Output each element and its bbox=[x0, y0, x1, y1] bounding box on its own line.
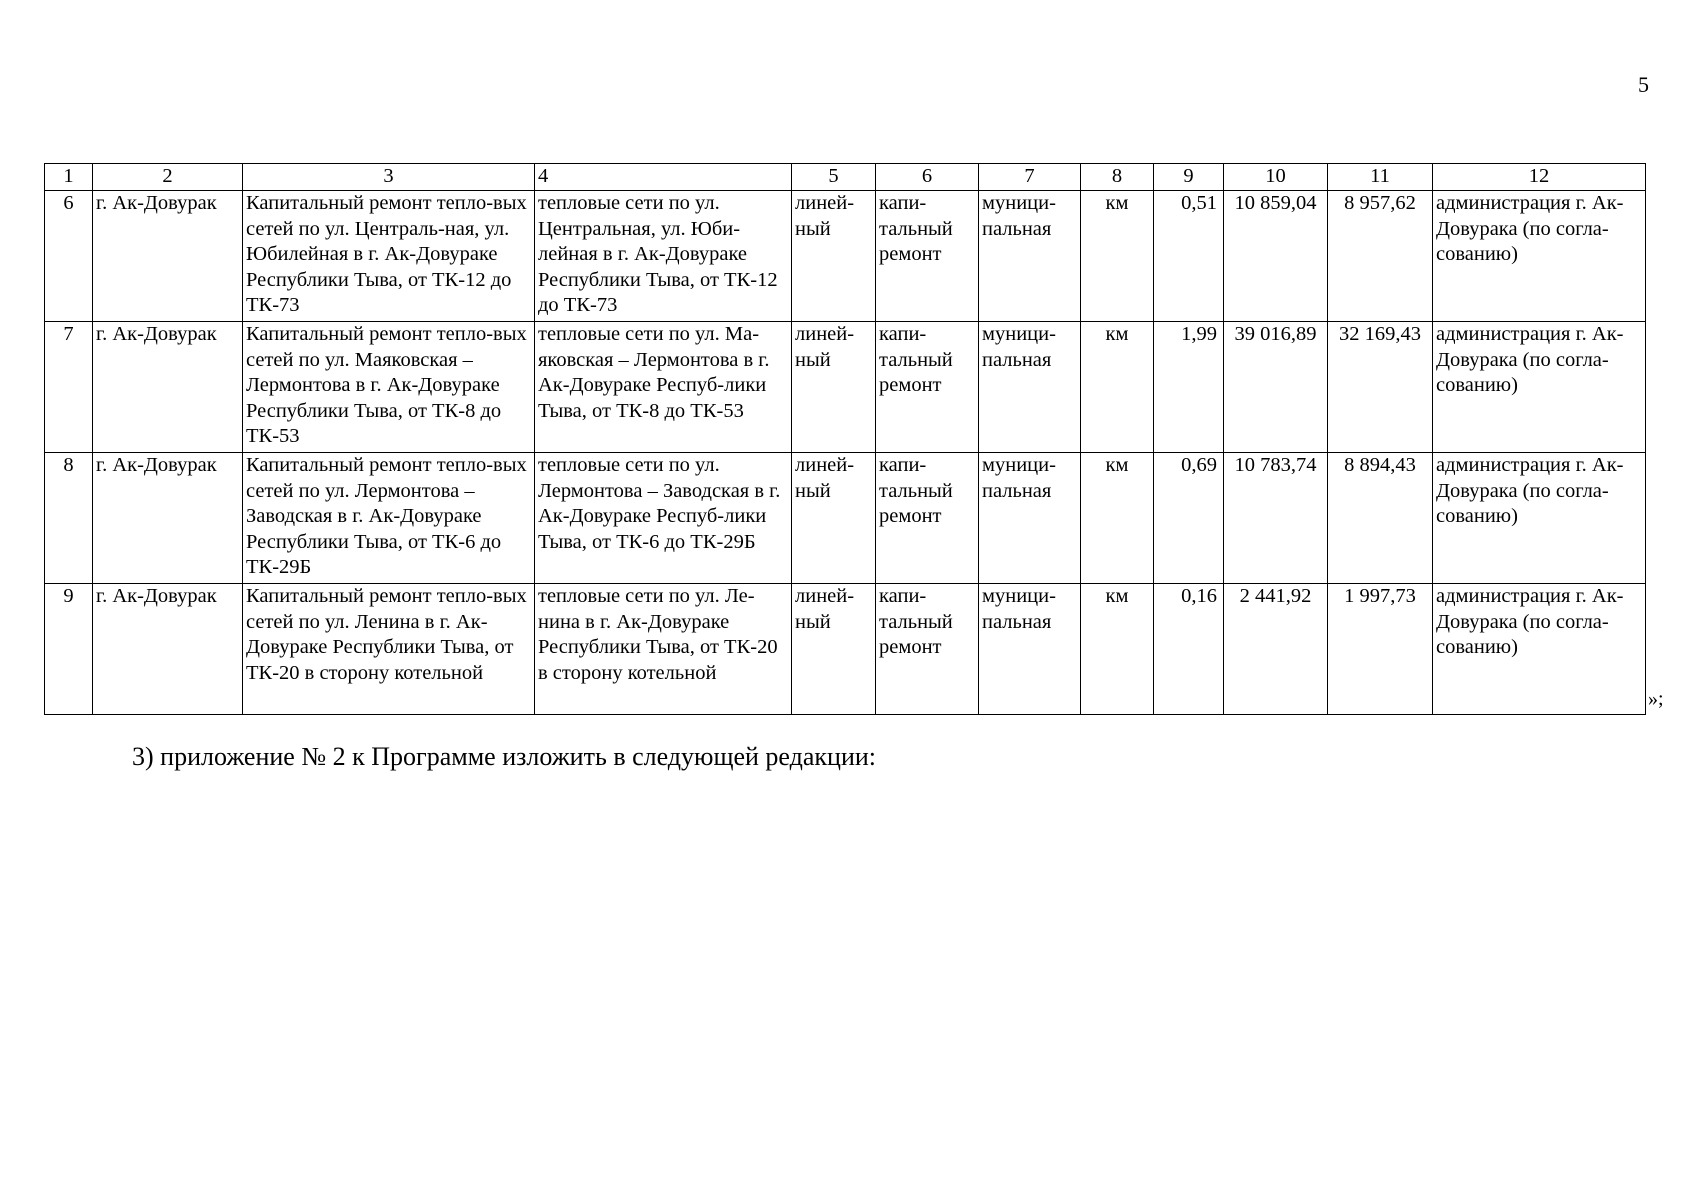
cost-total-cell: 10 859,04 bbox=[1224, 191, 1328, 322]
city-cell: г. Ак-Довурак bbox=[93, 191, 243, 322]
ownership-cell: муници-пальная bbox=[979, 453, 1081, 584]
row-number: 9 bbox=[45, 584, 93, 715]
cost-cell: 8 894,43 bbox=[1328, 453, 1433, 584]
ownership-cell: муници-пальная bbox=[979, 322, 1081, 453]
row-number: 7 bbox=[45, 322, 93, 453]
row-number: 8 bbox=[45, 453, 93, 584]
executor-cell: администрация г. Ак-Довурака (по согла-сованию) bbox=[1433, 191, 1646, 322]
cost-cell: 8 957,62 bbox=[1328, 191, 1433, 322]
name-cell: Капитальный ремонт тепло-вых сетей по ул. Маяковская – Лермонтова в г. Ак-Довураке Республики Тыва, от ТК-8 до ТК-53 bbox=[243, 322, 535, 453]
object-cell: тепловые сети по ул. Ле-нина в г. Ак-Довураке Республики Тыва, от ТК-20 в сторону котельной bbox=[535, 584, 792, 715]
amendment-paragraph: 3) приложение № 2 к Программе изложить в следующей редакции: bbox=[132, 742, 876, 771]
table-row bbox=[45, 322, 1646, 453]
object-cell: тепловые сети по ул. Ма-яковская – Лермонтова в г. Ак-Довураке Респуб-лики Тыва, от ТК-8 до ТК-53 bbox=[535, 322, 792, 453]
quantity-cell: 1,99 bbox=[1154, 322, 1224, 453]
name-cell: Капитальный ремонт тепло-вых сетей по ул. Лермонтова – Заводская в г. Ак-Довураке Республики Тыва, от ТК-6 до ТК-29Б bbox=[243, 453, 535, 584]
unit-cell: км bbox=[1081, 322, 1154, 453]
table-row bbox=[45, 453, 1646, 584]
cost-cell: 32 169,43 bbox=[1328, 322, 1433, 453]
header-cell: 10 bbox=[1224, 164, 1328, 191]
cost-total-cell: 2 441,92 bbox=[1224, 584, 1328, 715]
type-cell: линей-ный bbox=[792, 322, 876, 453]
header-cell: 1 bbox=[45, 164, 93, 191]
ownership-cell: муници-пальная bbox=[979, 584, 1081, 715]
page-number: 5 bbox=[1638, 72, 1649, 97]
unit-cell: км bbox=[1081, 584, 1154, 715]
unit-cell: км bbox=[1081, 453, 1154, 584]
executor-cell: администрация г. Ак-Довурака (по согла-сованию) bbox=[1433, 584, 1646, 715]
table-header-row bbox=[45, 164, 1646, 191]
header-cell: 8 bbox=[1081, 164, 1154, 191]
type-cell: линей-ный bbox=[792, 453, 876, 584]
name-cell: Капитальный ремонт тепло-вых сетей по ул. Ленина в г. Ак-Довураке Республики Тыва, от ТК-20 в сторону котельной bbox=[243, 584, 535, 715]
city-cell: г. Ак-Довурак bbox=[93, 584, 243, 715]
header-cell: 2 bbox=[93, 164, 243, 191]
quantity-cell: 0,51 bbox=[1154, 191, 1224, 322]
row-number: 6 bbox=[45, 191, 93, 322]
city-cell: г. Ак-Довурак bbox=[93, 453, 243, 584]
ownership-cell: муници-пальная bbox=[979, 191, 1081, 322]
header-cell: 3 bbox=[243, 164, 535, 191]
header-cell: 6 bbox=[876, 164, 979, 191]
header-cell: 11 bbox=[1328, 164, 1433, 191]
program-table bbox=[44, 163, 1646, 715]
quantity-cell: 0,69 bbox=[1154, 453, 1224, 584]
executor-cell: администрация г. Ак-Довурака (по согла-сованию) bbox=[1433, 322, 1646, 453]
object-cell: тепловые сети по ул. Центральная, ул. Юби-лейная в г. Ак-Довураке Республики Тыва, от ТК-12 до ТК-73 bbox=[535, 191, 792, 322]
work-cell: капи-тальный ремонт bbox=[876, 191, 979, 322]
cost-cell: 1 997,73 bbox=[1328, 584, 1433, 715]
type-cell: линей-ный bbox=[792, 191, 876, 322]
name-cell: Капитальный ремонт тепло-вых сетей по ул. Централь-ная, ул. Юбилейная в г. Ак-Довураке Республики Тыва, от ТК-12 до ТК-73 bbox=[243, 191, 535, 322]
table-row bbox=[45, 191, 1646, 322]
header-cell: 9 bbox=[1154, 164, 1224, 191]
header-cell: 5 bbox=[792, 164, 876, 191]
header-cell: 4 bbox=[535, 164, 792, 191]
type-cell: линей-ный bbox=[792, 584, 876, 715]
work-cell: капи-тальный ремонт bbox=[876, 322, 979, 453]
unit-cell: км bbox=[1081, 191, 1154, 322]
header-cell: 7 bbox=[979, 164, 1081, 191]
cost-total-cell: 39 016,89 bbox=[1224, 322, 1328, 453]
work-cell: капи-тальный ремонт bbox=[876, 584, 979, 715]
cost-total-cell: 10 783,74 bbox=[1224, 453, 1328, 584]
city-cell: г. Ак-Довурак bbox=[93, 322, 243, 453]
executor-cell: администрация г. Ак-Довурака (по согла-сованию) bbox=[1433, 453, 1646, 584]
object-cell: тепловые сети по ул. Лермонтова – Заводская в г. Ак-Довураке Респуб-лики Тыва, от ТК-6 до ТК-29Б bbox=[535, 453, 792, 584]
table-row bbox=[45, 584, 1646, 715]
work-cell: капи-тальный ремонт bbox=[876, 453, 979, 584]
closing-quote: »; bbox=[1648, 688, 1664, 710]
quantity-cell: 0,16 bbox=[1154, 584, 1224, 715]
header-cell: 12 bbox=[1433, 164, 1646, 191]
